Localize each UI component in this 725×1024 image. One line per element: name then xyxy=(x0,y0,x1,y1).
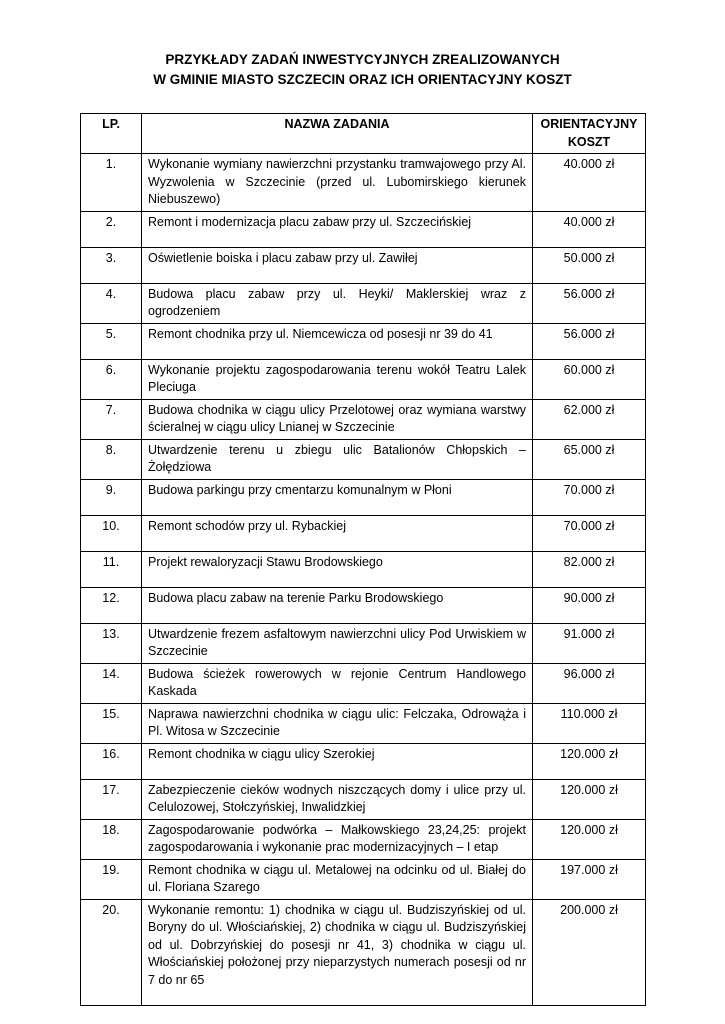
cell-name: Budowa placu zabaw na terenie Parku Brodowskiego xyxy=(142,587,533,623)
cell-cost: 50.000 zł xyxy=(533,247,646,283)
cell-cost: 120.000 zł xyxy=(533,819,646,859)
cell-cost: 82.000 zł xyxy=(533,551,646,587)
cell-cost: 96.000 zł xyxy=(533,663,646,703)
table-row xyxy=(81,899,646,1005)
cell-lp: 13. xyxy=(81,623,142,663)
table-row xyxy=(81,283,646,323)
table-row xyxy=(81,779,646,819)
cell-name: Wykonanie remontu: 1) chodnika w ciągu ul. Budziszyńskiej od ul. Boryny do ul. Włościańskiej, 2) chodnika w ciągu ul. Budziszyńskiej od ul. Dobrzyńskiej do posesji nr 41, 3) chodnika w ciągu ul. Włościańskiej położonej przy nieparzystych numerach posesji od nr 7 do nr 65 xyxy=(142,899,533,1005)
cell-name: Utwardzenie frezem asfaltowym nawierzchni ulicy Pod Urwiskiem w Szczecinie xyxy=(142,623,533,663)
cell-lp: 5. xyxy=(81,323,142,359)
cell-name: Utwardzenie terenu u zbiegu ulic Batalionów Chłopskich – Żołędziowa xyxy=(142,439,533,479)
cell-name: Wykonanie wymiany nawierzchni przystanku tramwajowego przy Al. Wyzwolenia w Szczecinie (przed ul. Lubomirskiego kierunek Niebuszewo) xyxy=(142,154,533,212)
cell-lp: 1. xyxy=(81,154,142,212)
cell-name: Budowa parkingu przy cmentarzu komunalnym w Płoni xyxy=(142,479,533,515)
table-header-row xyxy=(81,114,646,154)
tasks-table xyxy=(80,113,646,1006)
cell-name: Remont i modernizacja placu zabaw przy ul. Szczecińskiej xyxy=(142,211,533,247)
cell-cost: 70.000 zł xyxy=(533,515,646,551)
cell-name: Wykonanie projektu zagospodarowania terenu wokół Teatru Lalek Pleciuga xyxy=(142,359,533,399)
cell-lp: 2. xyxy=(81,211,142,247)
table-row xyxy=(81,743,646,779)
table-row xyxy=(81,703,646,743)
cell-cost: 200.000 zł xyxy=(533,899,646,1005)
cell-cost: 40.000 zł xyxy=(533,211,646,247)
table-row xyxy=(81,247,646,283)
cell-lp: 17. xyxy=(81,779,142,819)
cell-lp: 9. xyxy=(81,479,142,515)
cell-lp: 3. xyxy=(81,247,142,283)
cell-lp: 16. xyxy=(81,743,142,779)
cell-lp: 6. xyxy=(81,359,142,399)
cell-cost: 60.000 zł xyxy=(533,359,646,399)
cell-lp: 12. xyxy=(81,587,142,623)
cell-cost: 120.000 zł xyxy=(533,743,646,779)
cell-cost: 62.000 zł xyxy=(533,399,646,439)
table-row xyxy=(81,515,646,551)
cell-name: Projekt rewaloryzacji Stawu Brodowskiego xyxy=(142,551,533,587)
document-title xyxy=(0,50,725,90)
cell-lp: 15. xyxy=(81,703,142,743)
table-row xyxy=(81,623,646,663)
table-row xyxy=(81,323,646,359)
table-body xyxy=(81,154,646,1006)
cell-lp: 8. xyxy=(81,439,142,479)
cell-lp: 19. xyxy=(81,859,142,899)
cell-name: Oświetlenie boiska i placu zabaw przy ul. Zawiłej xyxy=(142,247,533,283)
cell-cost: 110.000 zł xyxy=(533,703,646,743)
cell-cost: 56.000 zł xyxy=(533,323,646,359)
cell-lp: 10. xyxy=(81,515,142,551)
title-line-1: PRZYKŁADY ZADAŃ INWESTYCYJNYCH ZREALIZOWANYCH xyxy=(165,52,560,67)
table-row xyxy=(81,154,646,212)
table-row xyxy=(81,551,646,587)
table-row xyxy=(81,819,646,859)
header-cost: ORIENTACYJNY KOSZT xyxy=(533,114,646,154)
table-row xyxy=(81,587,646,623)
cell-cost: 40.000 zł xyxy=(533,154,646,212)
cell-name: Remont chodnika w ciągu ul. Metalowej na odcinku od ul. Białej do ul. Floriana Szarego xyxy=(142,859,533,899)
cell-lp: 4. xyxy=(81,283,142,323)
cell-cost: 70.000 zł xyxy=(533,479,646,515)
cell-name: Zagospodarowanie podwórka – Małkowskiego 23,24,25: projekt zagospodarowania i wykonanie prac modernizacyjnych – I etap xyxy=(142,819,533,859)
table-row xyxy=(81,399,646,439)
table-row xyxy=(81,359,646,399)
cell-lp: 7. xyxy=(81,399,142,439)
cell-name: Budowa ścieżek rowerowych w rejonie Centrum Handlowego Kaskada xyxy=(142,663,533,703)
cell-cost: 56.000 zł xyxy=(533,283,646,323)
cell-name: Zabezpieczenie cieków wodnych niszczących domy i ulice przy ul. Celulozowej, Stołczyńskiej, Inwalidzkiej xyxy=(142,779,533,819)
cell-name: Budowa chodnika w ciągu ulicy Przelotowej oraz wymiana warstwy ścieralnej w ciągu ulicy Lnianej w Szczecinie xyxy=(142,399,533,439)
header-lp: LP. xyxy=(81,114,142,154)
title-line-2: W GMINIE MIASTO SZCZECIN ORAZ ICH ORIENTACYJNY KOSZT xyxy=(153,72,572,87)
cell-lp: 20. xyxy=(81,899,142,1005)
cell-name: Remont schodów przy ul. Rybackiej xyxy=(142,515,533,551)
cell-name: Remont chodnika w ciągu ulicy Szerokiej xyxy=(142,743,533,779)
cell-lp: 14. xyxy=(81,663,142,703)
cell-cost: 197.000 zł xyxy=(533,859,646,899)
table-row xyxy=(81,663,646,703)
cell-name: Naprawa nawierzchni chodnika w ciągu ulic: Felczaka, Odrowąża i Pl. Witosa w Szczecinie xyxy=(142,703,533,743)
cell-name: Remont chodnika przy ul. Niemcewicza od posesji nr 39 do 41 xyxy=(142,323,533,359)
cell-cost: 90.000 zł xyxy=(533,587,646,623)
table-row xyxy=(81,859,646,899)
table-row xyxy=(81,439,646,479)
table-row xyxy=(81,479,646,515)
cell-cost: 91.000 zł xyxy=(533,623,646,663)
cell-lp: 18. xyxy=(81,819,142,859)
cell-cost: 120.000 zł xyxy=(533,779,646,819)
table-row xyxy=(81,211,646,247)
cell-name: Budowa placu zabaw przy ul. Heyki/ Maklerskiej wraz z ogrodzeniem xyxy=(142,283,533,323)
header-name: NAZWA ZADANIA xyxy=(142,114,533,154)
cell-lp: 11. xyxy=(81,551,142,587)
cell-cost: 65.000 zł xyxy=(533,439,646,479)
